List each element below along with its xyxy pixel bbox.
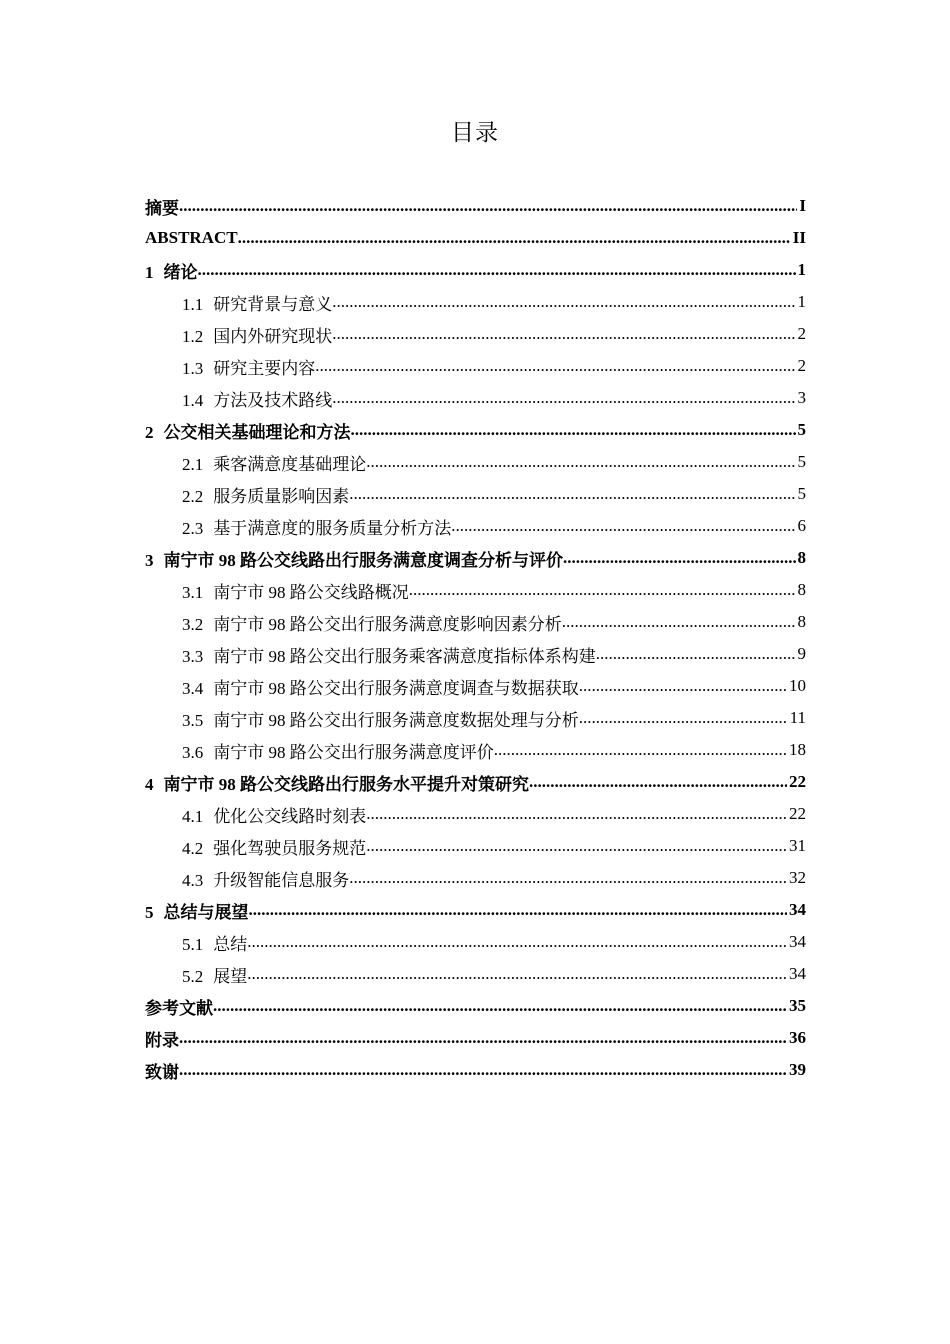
toc-entry-page-number: 8 [797, 580, 806, 599]
toc-entry-page-number: 18 [789, 740, 806, 759]
toc-entry-chapter[interactable] [145, 894, 806, 926]
toc-entry-page-number: 5 [797, 452, 806, 471]
toc-entry-number: 5.2 [182, 966, 204, 986]
toc-entry-title [145, 546, 563, 571]
toc-dot-leader [213, 996, 787, 1016]
toc-entry-title [182, 354, 315, 379]
toc-entry-chapter[interactable] [145, 990, 806, 1022]
toc-entry-title [182, 482, 349, 507]
toc-entry-title [145, 194, 179, 219]
toc-dot-leader [366, 836, 787, 856]
toc-entry-page-number: 11 [789, 708, 806, 727]
toc-entry-page-number: 22 [789, 772, 806, 791]
toc-dot-leader [579, 676, 787, 696]
toc-entry-number: 2.1 [182, 454, 204, 474]
toc-entry-label: 总结 [213, 934, 248, 954]
toc-entry-number: 2.3 [182, 518, 204, 538]
toc-entry-label: 南宁市 98 路公交线路概况 [213, 582, 409, 602]
toc-entry-title [182, 930, 247, 955]
toc-entry-section[interactable] [145, 574, 806, 606]
toc-entry-label: 南宁市 98 路公交出行服务满意度调查与数据获取 [213, 678, 579, 698]
toc-entry-number: 4 [145, 774, 154, 794]
toc-dot-leader [349, 484, 795, 504]
toc-dot-leader [179, 1028, 787, 1048]
toc-entry-title [182, 802, 366, 827]
toc-entry-label: 绪论 [163, 262, 198, 282]
toc-entry-section[interactable] [145, 286, 806, 318]
toc-entry-number: 4.3 [182, 870, 204, 890]
toc-entry-section[interactable] [145, 638, 806, 670]
toc-entry-label: 致谢 [145, 1062, 179, 1082]
toc-entry-section[interactable] [145, 510, 806, 542]
toc-entry-chapter[interactable] [145, 190, 806, 222]
toc-entry-title [145, 1058, 179, 1083]
toc-entry-number: 1 [145, 262, 154, 282]
toc-dot-leader [529, 772, 787, 792]
toc-entry-title [182, 322, 332, 347]
toc-entry-number: 3.2 [182, 614, 204, 634]
toc-dot-leader [562, 612, 796, 632]
toc-entry-section[interactable] [145, 606, 806, 638]
toc-entry-number: 3.6 [182, 742, 204, 762]
toc-entry-page-number: 36 [789, 1028, 806, 1047]
toc-entry-label: 公交相关基础理论和方法 [163, 422, 351, 442]
toc-dot-leader [596, 644, 796, 664]
toc-dot-leader [494, 740, 787, 760]
toc-entry-title [145, 228, 238, 248]
toc-entry-label: 参考文献 [145, 998, 213, 1018]
toc-entry-section[interactable] [145, 798, 806, 830]
toc-dot-leader [351, 420, 796, 440]
toc-entry-section[interactable] [145, 958, 806, 990]
toc-entry-chapter[interactable] [145, 1022, 806, 1054]
toc-entry-number: 3 [145, 550, 154, 570]
page-title: 目录 [451, 120, 499, 146]
toc-entry-number: 3.4 [182, 678, 204, 698]
toc-entry-label: 南宁市 98 路公交出行服务满意度评价 [213, 742, 494, 762]
toc-dot-leader [179, 1060, 787, 1080]
toc-dot-leader [451, 516, 795, 536]
toc-entry-page-number: 9 [797, 644, 806, 663]
toc-entry-page-number: 5 [797, 484, 806, 503]
toc-entry-page-number: 39 [789, 1060, 806, 1079]
toc-entry-label: 方法及技术路线 [213, 390, 333, 410]
toc-entry-page-number: I [799, 196, 806, 215]
toc-dot-leader [315, 356, 795, 376]
toc-entry-title [182, 386, 332, 411]
toc-dot-leader [349, 868, 787, 888]
toc-entry-label: 升级智能信息服务 [213, 870, 350, 890]
toc-entry-label: 摘要 [145, 198, 179, 218]
toc-entry-label: 国内外研究现状 [213, 326, 333, 346]
toc-entry-title [145, 994, 213, 1019]
toc-entry-page-number: 2 [797, 356, 806, 375]
toc-entry-number: 1.3 [182, 358, 204, 378]
toc-entry-chapter[interactable] [145, 414, 806, 446]
toc-entry-page-number: 2 [797, 324, 806, 343]
toc-entry-label: 基于满意度的服务质量分析方法 [213, 518, 452, 538]
toc-entry-title [145, 898, 249, 923]
toc-entry-section[interactable] [145, 478, 806, 510]
toc-entry-label: 南宁市 98 路公交出行服务乘客满意度指标体系构建 [213, 646, 596, 666]
toc-entry-number: 3.5 [182, 710, 204, 730]
toc-entry-number: 2.2 [182, 486, 204, 506]
toc-entry-section[interactable] [145, 670, 806, 702]
toc-entry-section[interactable] [145, 382, 806, 414]
toc-entry-page-number: 35 [789, 996, 806, 1015]
toc-entry-title [145, 418, 351, 443]
toc-entry-title [182, 610, 562, 635]
toc-entry-label: 南宁市 98 路公交线路出行服务满意度调查分析与评价 [163, 550, 563, 570]
toc-entry-title [145, 1026, 179, 1051]
toc-entry-page-number: 31 [789, 836, 806, 855]
toc-entry-number: 5 [145, 902, 154, 922]
toc-dot-leader [198, 260, 796, 280]
toc-entry-section[interactable] [145, 318, 806, 350]
toc-entry-page-number: 32 [789, 868, 806, 887]
toc-entry-label: 优化公交线路时刻表 [213, 806, 367, 826]
toc-entry-chapter[interactable] [145, 1054, 806, 1086]
toc-entry-title [182, 674, 579, 699]
toc-entry-title [182, 706, 579, 731]
toc-dot-leader [238, 228, 791, 248]
toc-entry-title [182, 866, 349, 891]
toc-entry-number: 1.1 [182, 294, 204, 314]
toc-entry-page-number: II [792, 228, 806, 247]
toc-entry-label: 南宁市 98 路公交线路出行服务水平提升对策研究 [163, 774, 529, 794]
toc-entry-title [182, 834, 366, 859]
toc-entry-label: 南宁市 98 路公交出行服务满意度数据处理与分析 [213, 710, 579, 730]
toc-entry-label: 附录 [145, 1030, 179, 1050]
table-of-contents [145, 190, 806, 1086]
toc-entry-label: 总结与展望 [163, 902, 249, 922]
toc-entry-chapter[interactable] [145, 766, 806, 798]
toc-entry-page-number: 1 [797, 292, 806, 311]
toc-entry-section[interactable] [145, 446, 806, 478]
toc-entry-section[interactable] [145, 350, 806, 382]
toc-dot-leader [332, 388, 795, 408]
toc-entry-number: 3.1 [182, 582, 204, 602]
toc-entry-section[interactable] [145, 702, 806, 734]
toc-entry-number: 3.3 [182, 646, 204, 666]
toc-entry-label: 乘客满意度基础理论 [213, 454, 367, 474]
toc-entry-label: 展望 [213, 966, 248, 986]
toc-entry-section[interactable] [145, 862, 806, 894]
toc-entry-chapter[interactable] [145, 254, 806, 286]
toc-entry-title [145, 770, 529, 795]
toc-dot-leader [366, 804, 787, 824]
toc-entry-number: 4.2 [182, 838, 204, 858]
toc-entry-label: 研究背景与意义 [213, 294, 333, 314]
toc-entry-chapter[interactable] [145, 542, 806, 574]
toc-entry-page-number: 5 [797, 420, 806, 439]
toc-dot-leader [247, 932, 787, 952]
toc-dot-leader [247, 964, 787, 984]
toc-entry-title [145, 258, 198, 283]
toc-entry-title [182, 962, 247, 987]
toc-entry-page-number: 8 [797, 612, 806, 631]
toc-entry-title [182, 514, 451, 539]
toc-dot-leader [179, 196, 797, 216]
toc-entry-number: 5.1 [182, 934, 204, 954]
toc-entry-label: ABSTRACT [145, 228, 238, 247]
toc-entry-label: 研究主要内容 [213, 358, 316, 378]
toc-entry-chapter[interactable] [145, 222, 806, 254]
toc-entry-label: 服务质量影响因素 [213, 486, 350, 506]
toc-entry-title [182, 450, 366, 475]
toc-entry-page-number: 6 [797, 516, 806, 535]
toc-entry-title [182, 578, 409, 603]
toc-entry-title [182, 290, 332, 315]
toc-entry-page-number: 3 [797, 388, 806, 407]
toc-entry-number: 4.1 [182, 806, 204, 826]
toc-dot-leader [332, 324, 795, 344]
toc-entry-section[interactable] [145, 830, 806, 862]
toc-entry-page-number: 10 [789, 676, 806, 695]
toc-entry-number: 1.2 [182, 326, 204, 346]
toc-dot-leader [579, 708, 788, 728]
toc-entry-title [182, 642, 596, 667]
toc-dot-leader [563, 548, 796, 568]
toc-entry-page-number: 22 [789, 804, 806, 823]
toc-entry-title [182, 738, 494, 763]
toc-entry-page-number: 34 [789, 932, 806, 951]
toc-entry-page-number: 1 [797, 260, 806, 279]
toc-dot-leader [366, 452, 795, 472]
toc-entry-section[interactable] [145, 734, 806, 766]
toc-dot-leader [332, 292, 795, 312]
toc-entry-page-number: 34 [789, 964, 806, 983]
toc-entry-section[interactable] [145, 926, 806, 958]
toc-entry-label: 南宁市 98 路公交出行服务满意度影响因素分析 [213, 614, 562, 634]
toc-entry-label: 强化驾驶员服务规范 [213, 838, 367, 858]
toc-entry-page-number: 8 [797, 548, 806, 567]
toc-dot-leader [249, 900, 788, 920]
toc-entry-number: 1.4 [182, 390, 204, 410]
toc-dot-leader [409, 580, 796, 600]
toc-entry-number: 2 [145, 422, 154, 442]
toc-entry-page-number: 34 [789, 900, 806, 919]
